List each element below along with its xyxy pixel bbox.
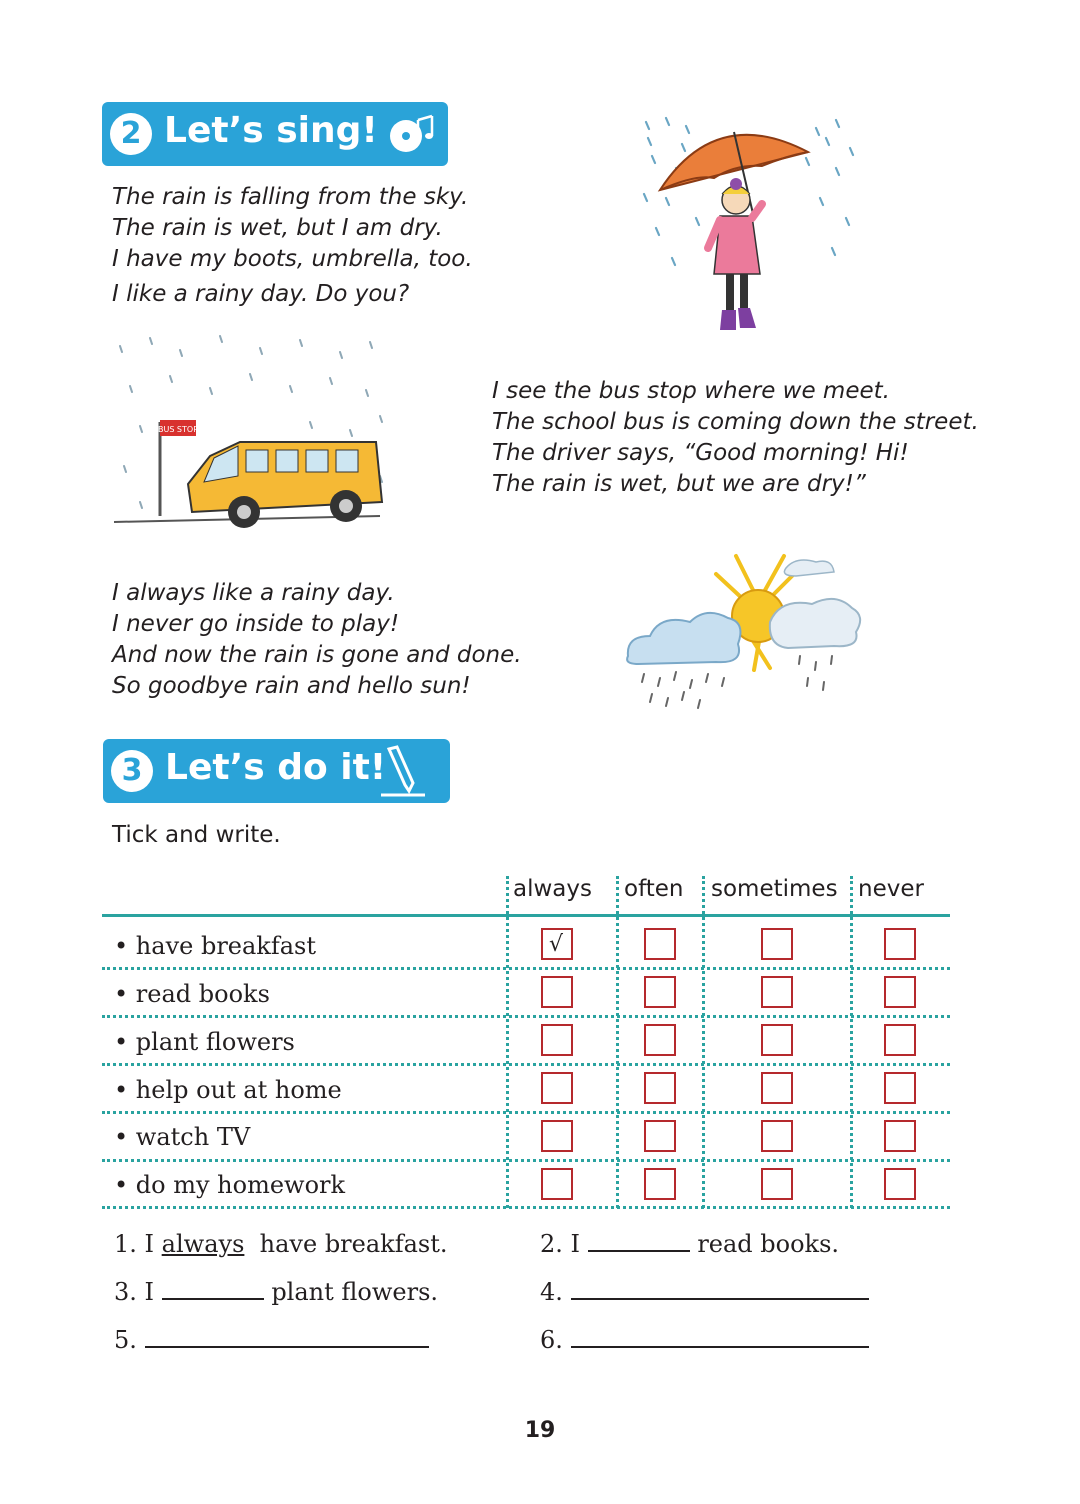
row-label: help out at home <box>135 1076 342 1104</box>
sentence-number: 2. <box>540 1230 563 1258</box>
sentence-number: 4. <box>540 1278 563 1306</box>
tick-box-sometimes[interactable] <box>761 976 793 1008</box>
sentence-answer: always <box>161 1230 245 1258</box>
sentence-2 <box>540 1230 839 1258</box>
tick-box-sometimes[interactable] <box>761 1168 793 1200</box>
school-bus-illustration <box>110 326 394 540</box>
tick-box-never[interactable] <box>884 1120 916 1152</box>
row-divider <box>102 1206 950 1209</box>
tick-box-never[interactable] <box>884 1168 916 1200</box>
section-number: 3 <box>111 750 153 792</box>
row-label: read books <box>135 980 270 1008</box>
tick-box-often[interactable] <box>644 1024 676 1056</box>
table-row <box>114 932 316 960</box>
answer-blank[interactable] <box>571 1278 869 1300</box>
sentence-1 <box>114 1230 447 1258</box>
verse-line: So goodbye rain and hello sun! <box>112 673 471 699</box>
pencil-icon <box>379 745 431 799</box>
verse-line: I always like a rainy day. <box>112 580 395 606</box>
verse-line: I have my boots, umbrella, too. <box>112 246 473 272</box>
sentence-4 <box>540 1278 869 1306</box>
tick-box-never[interactable] <box>884 976 916 1008</box>
page-number: 19 <box>524 1418 556 1443</box>
tick-box-always[interactable] <box>541 1072 573 1104</box>
section-3-banner <box>103 739 450 803</box>
answer-blank[interactable] <box>162 1278 264 1300</box>
sentence-number: 5. <box>114 1326 137 1354</box>
bullet: • <box>114 1028 129 1056</box>
tick-box-never[interactable] <box>884 1072 916 1104</box>
sentence-rest: have breakfast. <box>259 1230 448 1258</box>
verse-line: I never go inside to play! <box>112 611 400 637</box>
table-row <box>114 1028 295 1056</box>
tick-box-often[interactable] <box>644 1072 676 1104</box>
verse-line: The driver says, “Good morning! Hi! <box>492 440 909 466</box>
tick-box-sometimes[interactable] <box>761 1120 793 1152</box>
column-header-always: always <box>513 876 592 902</box>
tick-box-always[interactable] <box>541 1120 573 1152</box>
table-header-rule <box>102 914 950 917</box>
section-2-banner <box>102 102 448 166</box>
row-label: have breakfast <box>135 932 316 960</box>
sentence-subject: I <box>570 1230 581 1258</box>
bullet: • <box>114 1076 129 1104</box>
answer-blank[interactable] <box>571 1326 869 1348</box>
bullet: • <box>114 932 129 960</box>
tick-box-sometimes[interactable] <box>761 1024 793 1056</box>
verse-line: I like a rainy day. Do you? <box>112 281 410 307</box>
sentence-subject: I <box>144 1230 155 1258</box>
row-divider <box>102 1111 950 1114</box>
tick-box-sometimes[interactable] <box>761 1072 793 1104</box>
bullet: • <box>114 980 129 1008</box>
sentence-6 <box>540 1326 869 1354</box>
tick-box-often[interactable] <box>644 1168 676 1200</box>
verse-line: The rain is wet, but I am dry. <box>112 215 443 241</box>
sentence-rest: read books. <box>697 1230 840 1258</box>
verse-3 <box>112 578 522 702</box>
column-header-often: often <box>624 876 684 902</box>
tick-box-always[interactable] <box>541 1024 573 1056</box>
table-row <box>114 1171 345 1199</box>
sentence-number: 1. <box>114 1230 137 1258</box>
sentence-number: 6. <box>540 1326 563 1354</box>
table-row <box>114 1076 342 1104</box>
verse-line: And now the rain is gone and done. <box>112 642 522 668</box>
table-row <box>114 1123 250 1151</box>
tick-mark: √ <box>549 932 564 957</box>
row-label: watch TV <box>135 1123 251 1151</box>
row-divider <box>102 1063 950 1066</box>
sentence-subject: I <box>144 1278 155 1306</box>
answer-blank[interactable] <box>145 1326 429 1348</box>
row-divider <box>102 1159 950 1162</box>
tick-box-never[interactable] <box>884 1024 916 1056</box>
tick-box-sometimes[interactable] <box>761 928 793 960</box>
tick-box-often[interactable] <box>644 976 676 1008</box>
bullet: • <box>114 1171 129 1199</box>
sun-cloud-illustration <box>620 552 864 720</box>
verse-line: The school bus is coming down the street. <box>492 409 979 435</box>
section-title: Let’s do it! <box>165 747 387 788</box>
verse-line: The rain is wet, but we are dry!” <box>492 471 866 497</box>
bullet: • <box>114 1123 129 1151</box>
column-header-sometimes: sometimes <box>711 876 838 902</box>
tick-box-often[interactable] <box>644 1120 676 1152</box>
sentence-number: 3. <box>114 1278 137 1306</box>
tick-box-always[interactable] <box>541 976 573 1008</box>
row-divider <box>102 967 950 970</box>
table-row <box>114 980 270 1008</box>
verse-2 <box>492 376 979 500</box>
column-header-never: never <box>858 876 924 902</box>
row-label: do my homework <box>135 1171 346 1199</box>
instruction: Tick and write. <box>112 822 281 848</box>
tick-box-never[interactable] <box>884 928 916 960</box>
section-number: 2 <box>110 113 152 155</box>
bus-stop-sign: BUS STOP <box>157 425 199 434</box>
row-divider <box>102 1015 950 1018</box>
sentence-5 <box>114 1326 429 1354</box>
verse-line: The rain is falling from the sky. <box>112 184 469 210</box>
sentence-rest: plant flowers. <box>271 1278 439 1306</box>
verse-line: I see the bus stop where we meet. <box>492 378 890 404</box>
row-label: plant flowers <box>135 1028 295 1056</box>
answer-blank[interactable] <box>588 1230 690 1252</box>
sentence-3 <box>114 1278 438 1306</box>
tick-box-often[interactable] <box>644 928 676 960</box>
music-cd-icon <box>388 112 444 156</box>
girl-umbrella-illustration <box>636 108 860 340</box>
tick-box-always[interactable] <box>541 928 573 960</box>
section-title: Let’s sing! <box>164 110 378 151</box>
verse-1 <box>112 182 473 310</box>
tick-box-always[interactable] <box>541 1168 573 1200</box>
